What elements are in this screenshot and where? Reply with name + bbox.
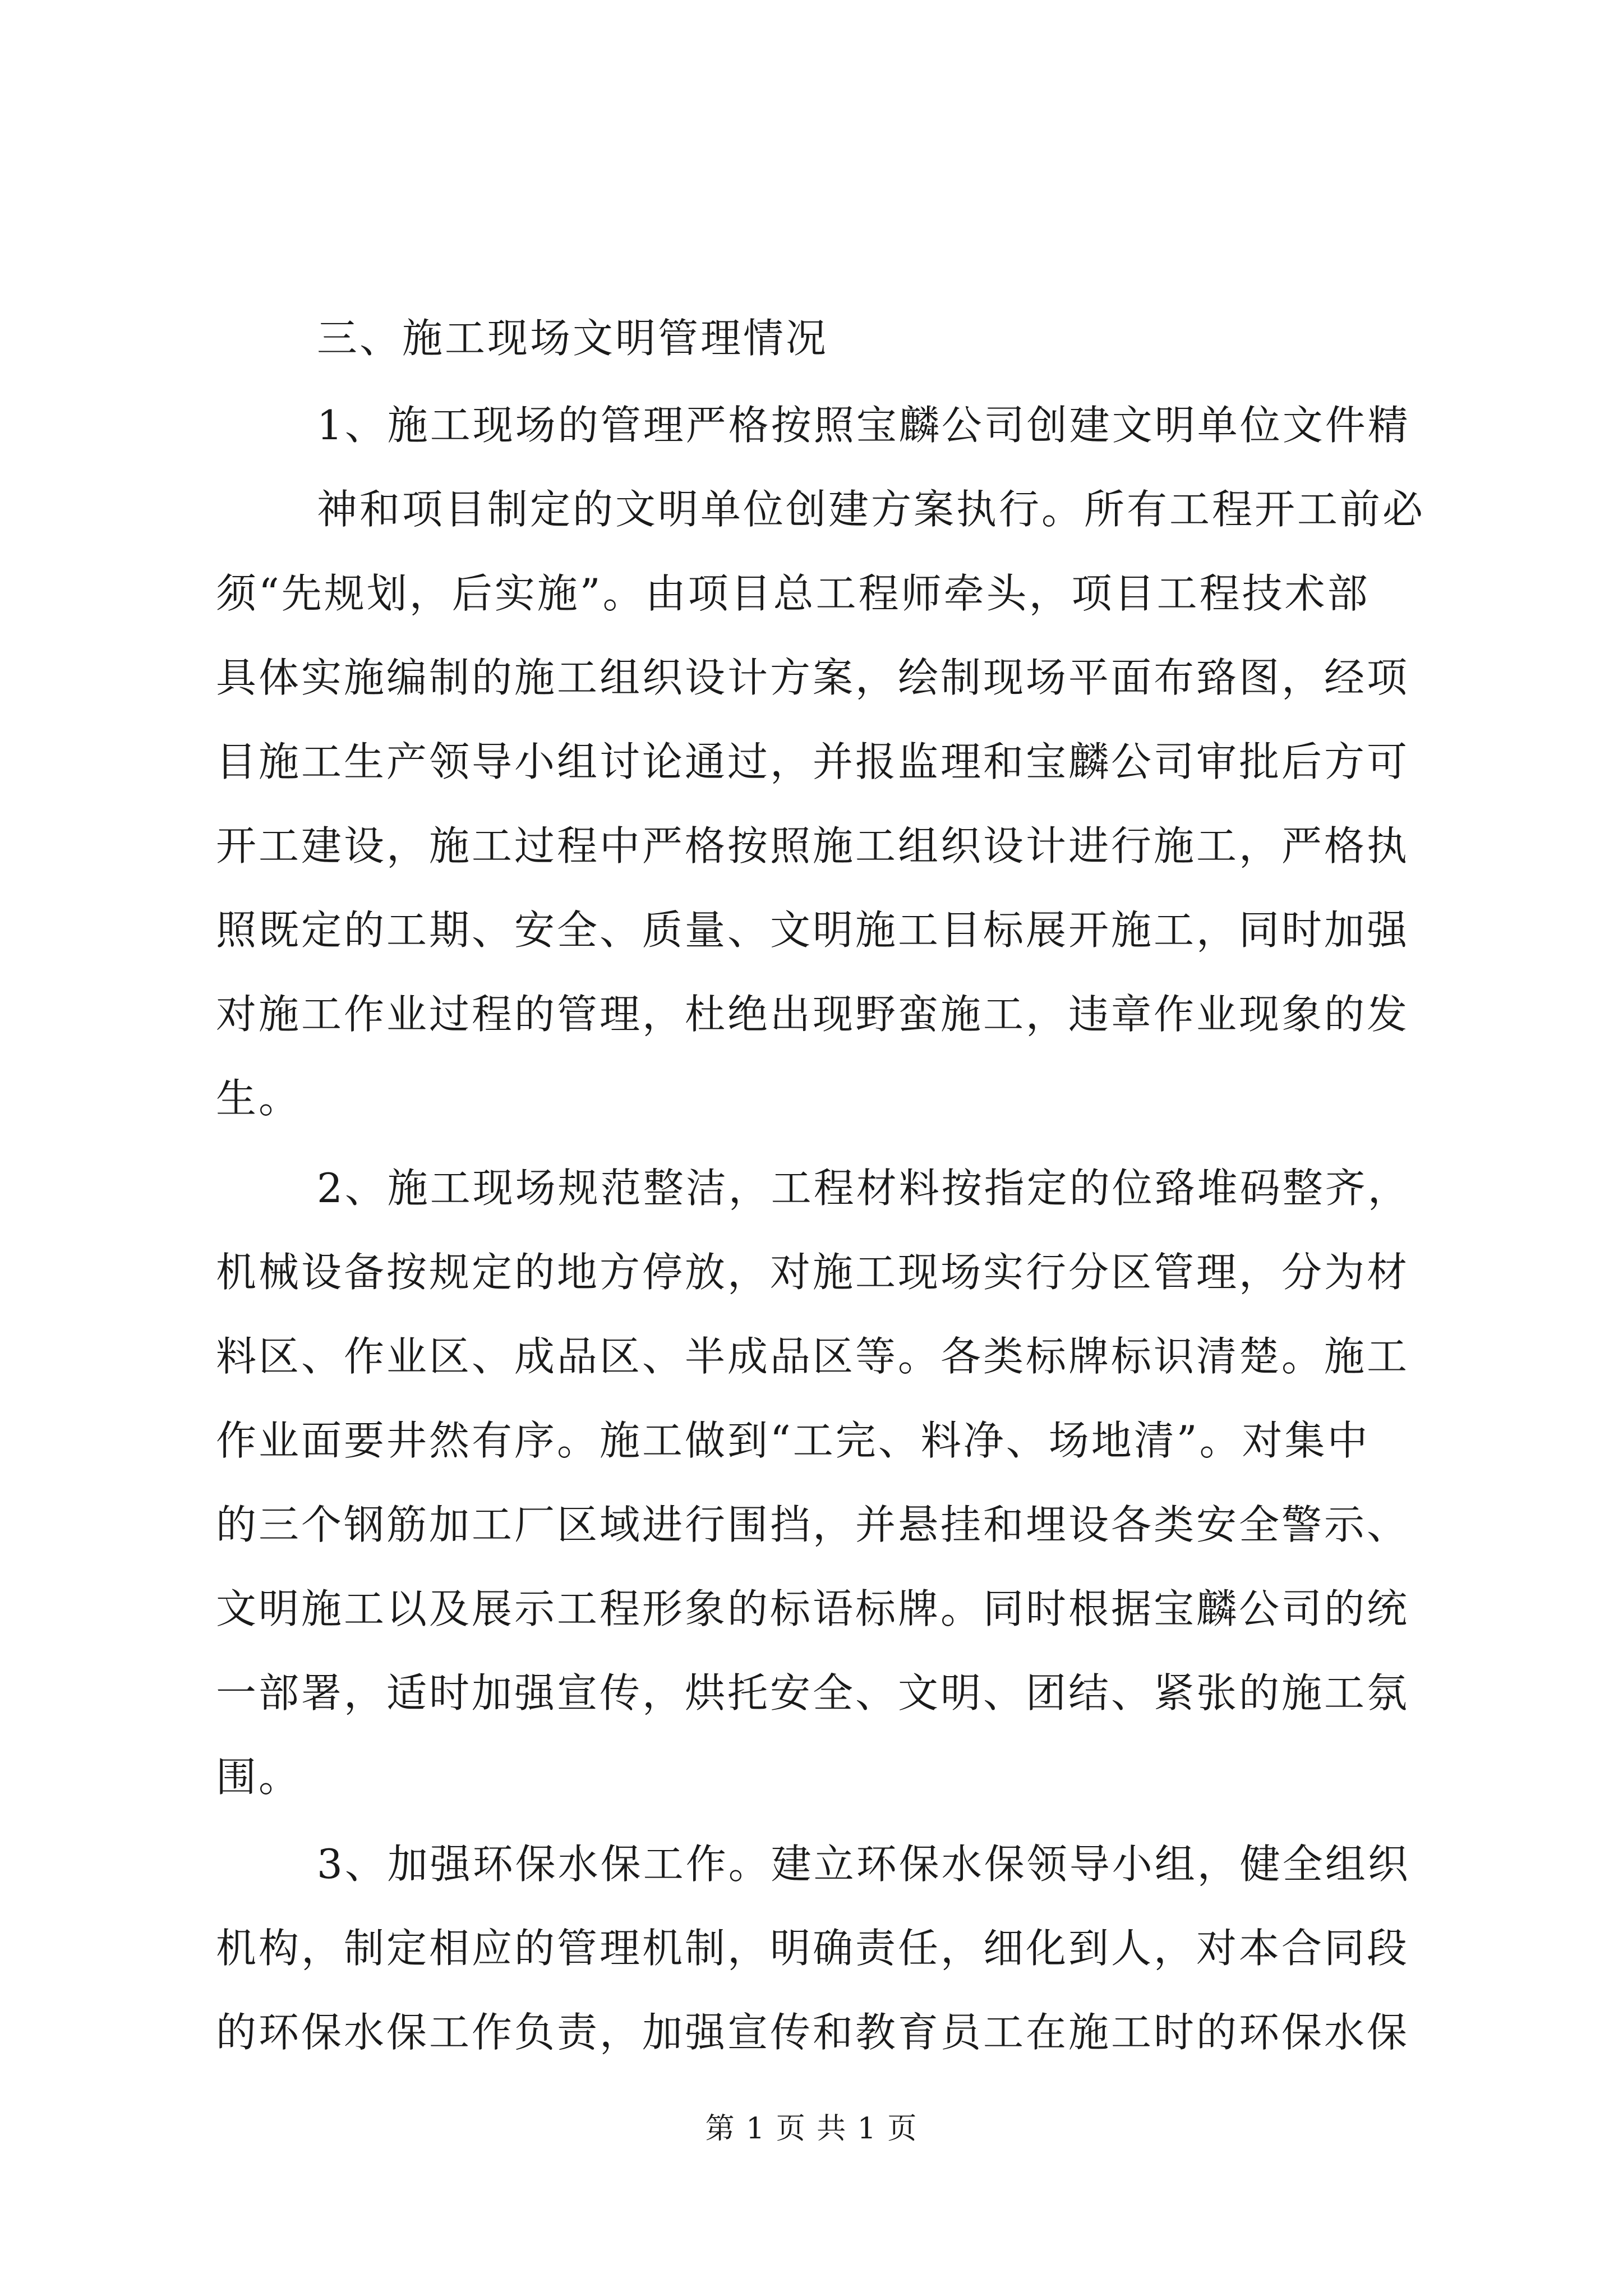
paragraph-line: 的三个钢筋加工厂区域进行围挡，并悬挂和埋设各类安全警示、: [216, 1501, 1410, 1548]
paragraph-line: 作业面要井然有序。施工做到“工完、料净、场地清”。对集中: [216, 1417, 1370, 1464]
paragraph-line: 具体实施编制的施工组织设计方案，绘制现场平面布臵图，经项: [216, 654, 1410, 701]
paragraph-line: 对施工作业过程的管理，杜绝出现野蛮施工，违章作业现象的发: [216, 991, 1410, 1038]
paragraph-line: 目施工生产领导小组讨论通过，并报监理和宝麟公司审批后方可: [216, 738, 1410, 785]
page-footer: 第 1 页 共 1 页: [705, 2112, 918, 2146]
paragraph-line: 机械设备按规定的地方停放，对施工现场实行分区管理，分为材: [216, 1249, 1410, 1296]
paragraph-line: 的环保水保工作负责，加强宣传和教育员工在施工时的环保水保: [216, 2009, 1410, 2056]
section-heading: 三、施工现场文明管理情况: [317, 315, 829, 362]
paragraph-line: 一部署，适时加强宣传，烘托安全、文明、团结、紧张的施工氛: [216, 1669, 1410, 1717]
paragraph-line: 生。: [216, 1075, 302, 1122]
paragraph-line: 料区、作业区、成品区、半成品区等。各类标牌标识清楚。施工: [216, 1333, 1410, 1380]
paragraph-line: 照既定的工期、安全、质量、文明施工目标展开施工，同时加强: [216, 907, 1410, 954]
paragraph-line: 神和项目制定的文明单位创建方案执行。所有工程开工前必: [317, 486, 1426, 533]
paragraph-line: 1、施工现场的管理严格按照宝麟公司创建文明单位文件精: [317, 402, 1410, 449]
paragraph-line: 须“先规划，后实施”。由项目总工程师牵头，项目工程技术部: [216, 570, 1370, 617]
paragraph-line: 机构，制定相应的管理机制，明确责任，细化到人，对本合同段: [216, 1925, 1410, 1972]
paragraph-line: 文明施工以及展示工程形象的标语标牌。同时根据宝麟公司的统: [216, 1585, 1410, 1632]
paragraph-line: 围。: [216, 1754, 302, 1801]
paragraph-line: 2、施工现场规范整洁，工程材料按指定的位臵堆码整齐，: [317, 1165, 1410, 1212]
paragraph-line: 3、加强环保水保工作。建立环保水保领导小组，健全组织: [317, 1841, 1410, 1888]
paragraph-line: 开工建设，施工过程中严格按照施工组织设计进行施工，严格执: [216, 822, 1410, 869]
